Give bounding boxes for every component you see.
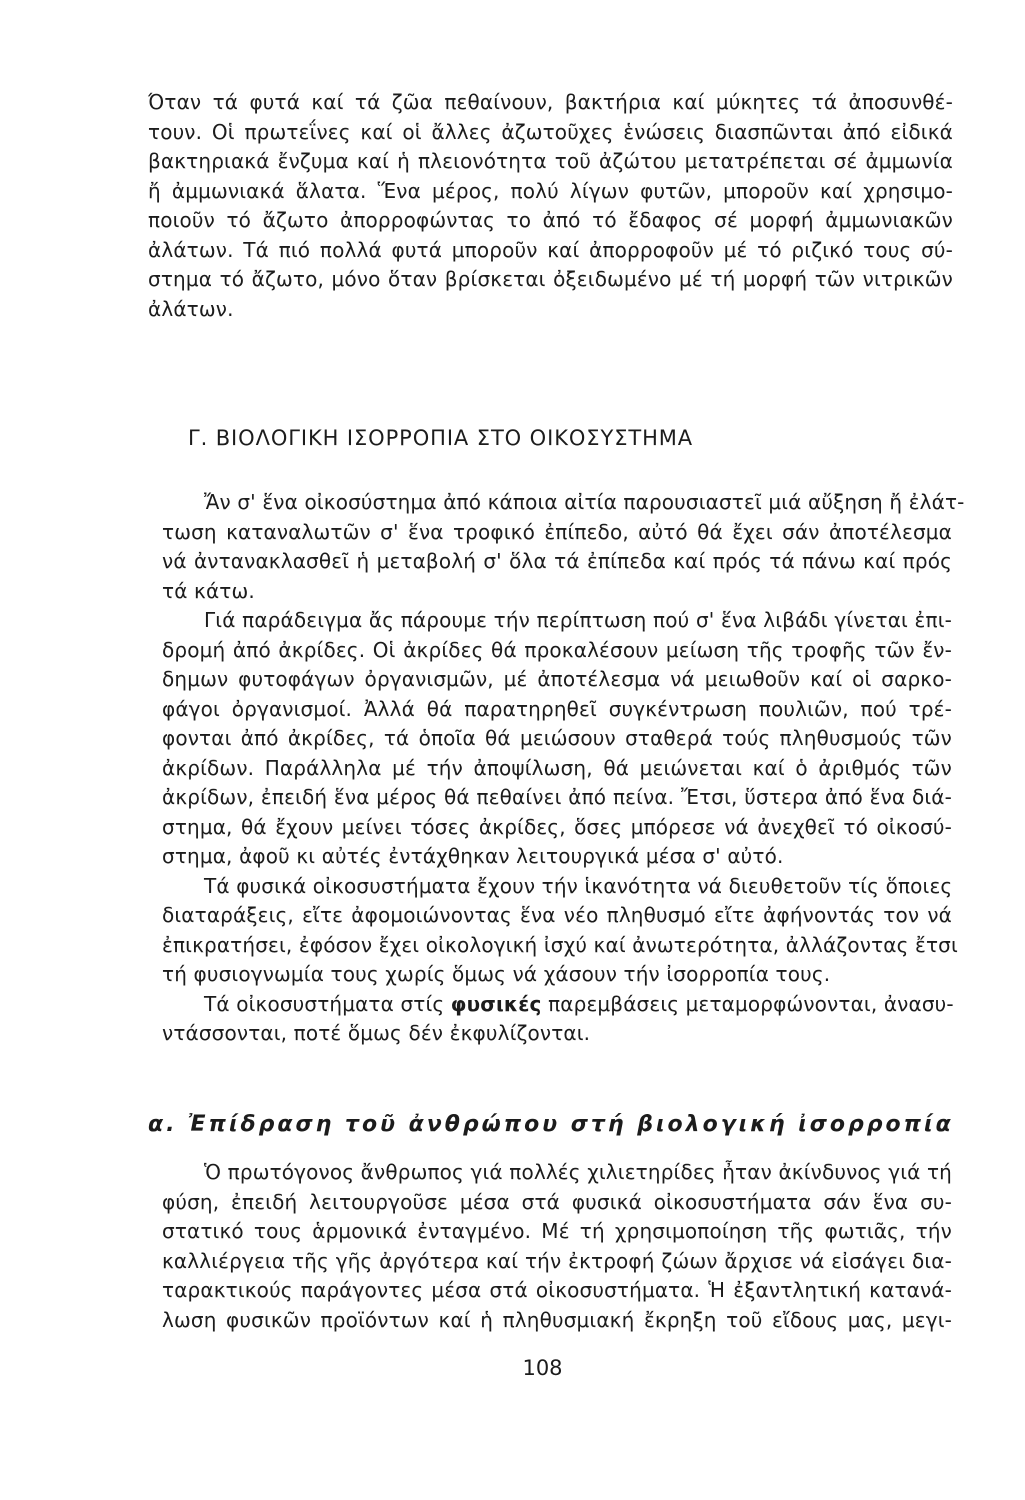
text-line: ἀκρίδων, ἐπειδή ἕνα μέρος θά πεθαίνει ἀπό πείνα. Ἔτσι, ὕστερα ἀπό ἕνα διά- [162,785,952,809]
text-line: Ἄν σ' ἕνα οἰκοσύστημα ἀπό κάποια αἰτία παρουσιαστεῖ μιά αὔξηση ἤ ἐλάτ- [204,490,965,514]
text-line: ταρακτικούς παράγοντες μέσα στά οἰκοσυστήματα. Ἡ ἐξαντλητική κατανά- [162,1278,952,1302]
text-line: καλλιέργεια τῆς γῆς ἀργότερα καί τήν ἐκτροφή ζώων ἄρχισε νά εἰσάγει δια- [162,1248,952,1273]
text-fragment: Τά οἰκοσυστήματα στίς [204,991,451,1016]
emphasized-word: φυσικές [450,991,542,1016]
text-line: τά κάτω. [162,578,255,603]
text-line: στατικό τους ἁρμονικά ἐνταγμένο. Μέ τή χρησιμοποίηση τῆς φωτιᾶς, τήν [162,1219,952,1243]
text-line: στημα, θά ἔχουν μείνει τόσες ἀκρίδες, ὅσες μπόρεσε νά ἀνεχθεῖ τό οἰκοσύ- [162,814,952,839]
section-heading: Γ. ΒΙΟΛΟΓΙΚΗ ΙΣΟΡΡΟΠΙΑ ΣΤΟ ΟΙΚΟΣΥΣΤΗΜΑ [188,426,694,450]
text-line: Γιά παράδειγμα ἄς πάρουμε τήν περίπτωση πού σ' ἕνα λιβάδι γίνεται ἐπι- [204,608,952,632]
text-line: ντάσσονται, ποτέ ὅμως δέν ἐκφυλίζονται. [162,1021,591,1045]
section-body [162,488,965,1049]
text-line: δημων φυτοφάγων ὀργανισμῶν, μέ ἀποτέλεσμα νά μειωθοῦν καί οἱ σαρκο- [162,667,952,691]
text-line: λωση φυσικῶν προϊόντων καί ἡ πληθυσμιακή ἔκρηξη τοῦ εἴδους μας, μεγι- [162,1307,952,1332]
text-line: στημα τό ἄζωτο, μόνο ὅταν βρίσκεται ὀξειδωμένο μέ τή μορφή τῶν νιτρικῶν [148,267,953,291]
text-line: ἐπικρατήσει, ἐφόσον ἔχει οἰκολογική ἰσχύ καί ἀνωτερότητα, ἀλλάζοντας ἔτσι [162,932,958,957]
text-line: ἀλάτων. [148,296,234,321]
text-line: φονται ἀπό ἀκρίδες, τά ὁποῖα θά μειώσουν σταθερά τούς πληθυσμούς τῶν [162,726,952,750]
text-line: δρομή ἀπό ἀκρίδες. Οἱ ἀκρίδες θά προκαλέσουν μείωση τῆς τροφῆς τῶν ἔν- [162,637,952,662]
text-line: τή φυσιογνωμία τους χωρίς ὅμως νά χάσουν τήν ἰσορροπία τους. [162,962,831,986]
text-line [162,990,952,1020]
subsection-heading: α. Ἐπίδραση τοῦ ἀνθρώπου στή βιολογική ἰσορροπία [148,1112,954,1137]
opening-paragraph [148,88,953,324]
text-line: Ὁ πρωτόγονος ἄνθρωπος γιά πολλές χιλιετηρίδες ἦταν ἀκίνδυνος γιά τή [204,1160,952,1184]
text-line: Όταν τά φυτά καί τά ζῶα πεθαίνουν, βακτήρια καί μύκητες τά ἀποσυνθέ- [148,90,953,114]
text-line: ἀλάτων. Τά πιό πολλά φυτά μποροῦν καί ἀπορροφοῦν μέ τό ριζικό τους σύ- [148,237,953,262]
text-line: φύση, ἐπειδή λειτουργοῦσε μέσα στά φυσικά οἰκοσυστήματα σάν ἕνα συ- [162,1189,952,1214]
text-line: τουν. Οἱ πρωτεΐνες καί οἱ ἄλλες ἀζωτοῦχες ἑνώσεις διασπῶνται ἀπό εἰδικά [148,119,953,144]
text-line: στημα, ἀφοῦ κι αὐτές ἐντάχθηκαν λειτουργικά μέσα σ' αὐτό. [162,844,784,868]
text-line: τωση καταναλωτῶν σ' ἕνα τροφικό ἐπίπεδο, αὐτό θά ἔχει σάν ἀποτέλεσμα [162,519,952,544]
text-line: ποιοῦν τό ἄζωτο ἀπορροφώντας το ἀπό τό ἔδαφος σέ μορφή ἀμμωνιακῶν [148,208,953,232]
text-line: διαταράξεις, εἴτε ἀφομοιώνοντας ἕνα νέο πληθυσμό εἴτε ἀφήνοντάς τον νά [162,903,952,927]
text-line: νά ἀντανακλασθεῖ ἡ μεταβολή σ' ὅλα τά ἐπίπεδα καί πρός τά πάνω καί πρός [162,549,952,573]
text-fragment: παρεμβάσεις μεταμορφώνονται, ἀνασυ- [541,991,954,1016]
page-number: 108 [522,1356,563,1380]
subsection-body [162,1158,952,1335]
text-line: ἀκρίδων. Παράλληλα μέ τήν ἀποψίλωση, θά μειώνεται καί ὁ ἀριθμός τῶν [162,755,952,780]
text-line: ἤ ἀμμωνιακά ἅλατα. Ἕνα μέρος, πολύ λίγων φυτῶν, μποροῦν καί χρησιμο- [148,178,953,203]
text-line: φάγοι ὀργανισμοί. Ἀλλά θά παρατηρηθεῖ συγκέντρωση πουλιῶν, πού τρέ- [162,696,952,721]
text-line: βακτηριακά ἔνζυμα καί ἡ πλειονότητα τοῦ ἀζώτου μετατρέπεται σέ ἀμμωνία [148,149,953,173]
text-line: Τά φυσικά οἰκοσυστήματα ἔχουν τήν ἱκανότητα νά διευθετοῦν τίς ὅποιες [204,873,953,898]
